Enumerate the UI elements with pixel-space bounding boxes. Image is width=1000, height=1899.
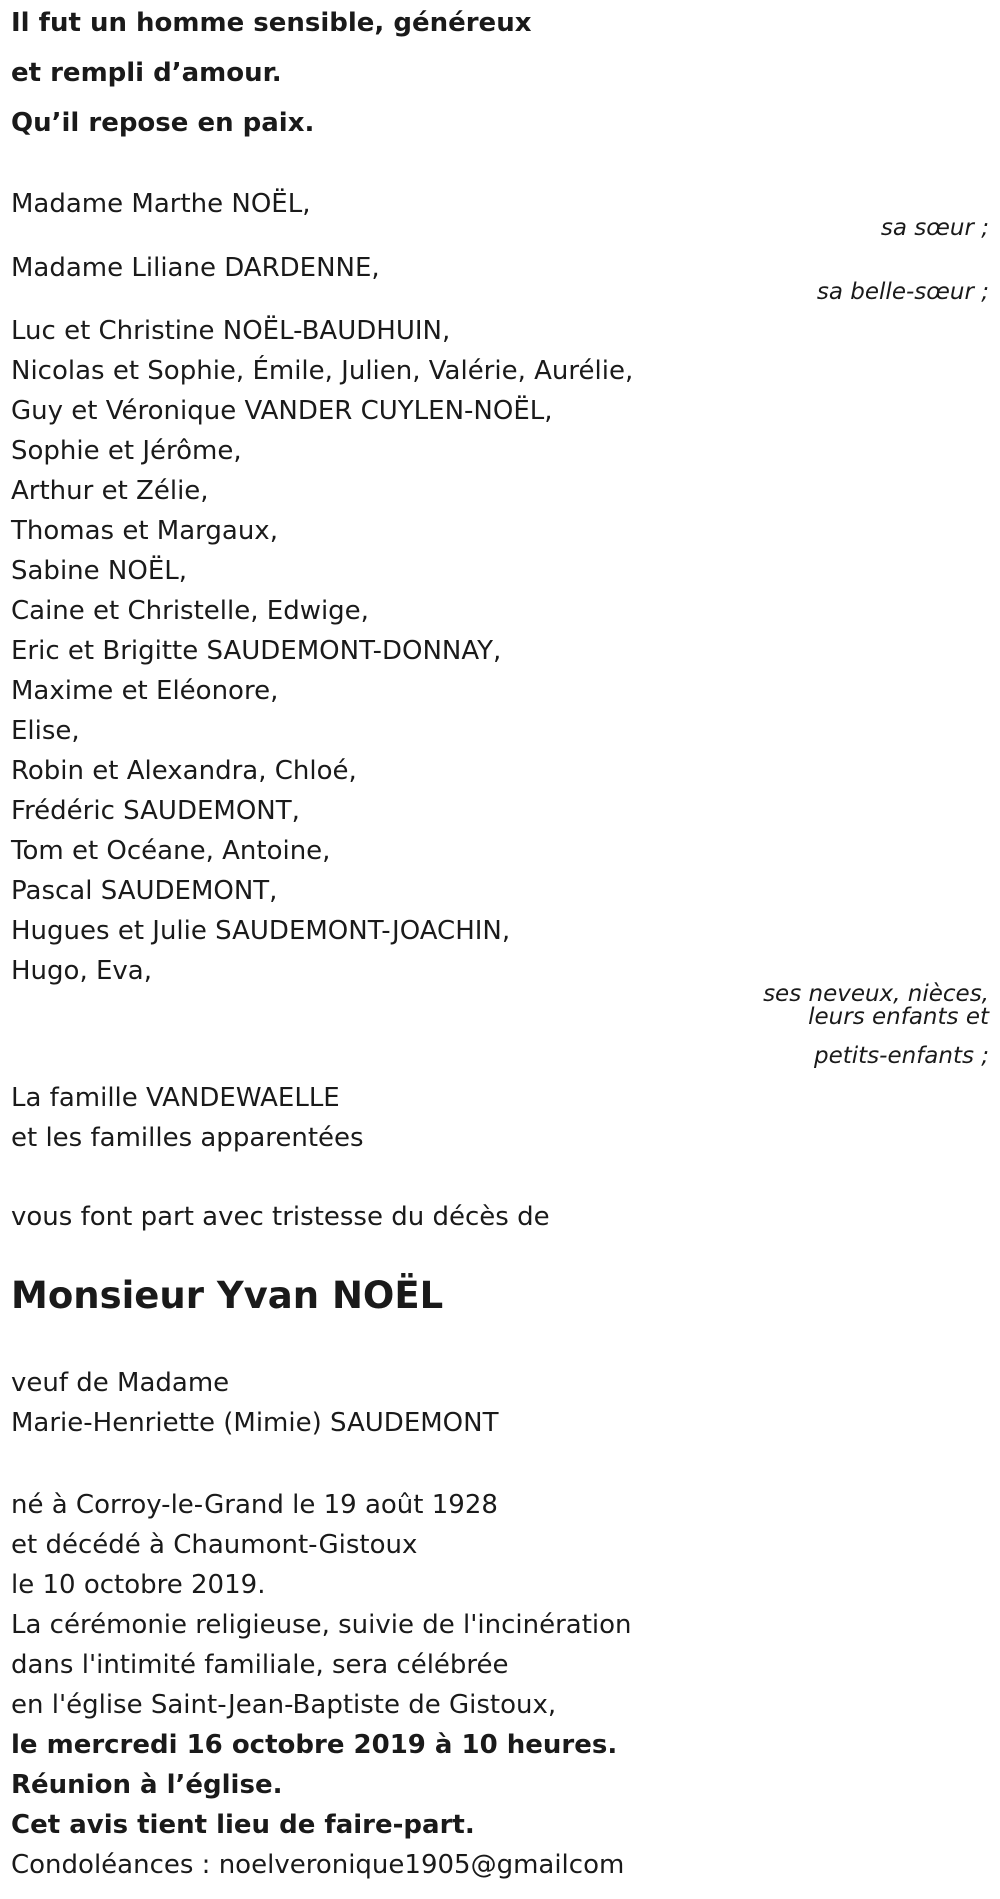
list-item: Cet avis tient lieu de faire-part. bbox=[11, 1810, 475, 1840]
list-item: Marie-Henriette (Mimie) SAUDEMONT bbox=[11, 1408, 499, 1438]
list-item: Caine et Christelle, Edwige, bbox=[11, 596, 369, 626]
list-item: en l'église Saint-Jean-Baptiste de Gistoux, bbox=[11, 1690, 557, 1720]
list-item: né à Corroy-le-Grand le 19 août 1928 bbox=[11, 1490, 498, 1520]
list-item: Eric et Brigitte SAUDEMONT-DONNAY, bbox=[11, 636, 502, 666]
intro-line-3: Qu’il repose en paix. bbox=[11, 108, 315, 138]
nephews-role-line-1: ses neveux, nièces, bbox=[763, 981, 989, 1007]
list-item: Réunion à l’église. bbox=[11, 1770, 283, 1800]
list-item: La famille VANDEWAELLE bbox=[11, 1083, 340, 1113]
list-item: et décédé à Chaumont-Gistoux bbox=[11, 1530, 418, 1560]
list-item: La cérémonie religieuse, suivie de l'incinération bbox=[11, 1610, 632, 1640]
list-item: Luc et Christine NOËL-BAUDHUIN, bbox=[11, 316, 451, 346]
intro-line-2: et rempli d’amour. bbox=[11, 58, 282, 88]
list-item: dans l'intimité familiale, sera célébrée bbox=[11, 1650, 509, 1680]
list-item: Pascal SAUDEMONT, bbox=[11, 876, 278, 906]
list-item: le mercredi 16 octobre 2019 à 10 heures. bbox=[11, 1730, 618, 1760]
announcement: vous font part avec tristesse du décès de bbox=[11, 1202, 550, 1232]
list-item: Guy et Véronique VANDER CUYLEN-NOËL, bbox=[11, 396, 553, 426]
condolences: Condoléances : noelveronique1905@gmailcom bbox=[11, 1850, 625, 1880]
list-item: Nicolas et Sophie, Émile, Julien, Valérie, Aurélie, bbox=[11, 356, 634, 386]
ceremony-details bbox=[11, 1485, 632, 1885]
nephews-role-line-2: leurs enfants et bbox=[808, 1004, 989, 1030]
list-item: Sophie et Jérôme, bbox=[11, 436, 242, 466]
nephews-role bbox=[763, 983, 989, 1068]
sister-in-law-name: Madame Liliane DARDENNE, bbox=[11, 253, 380, 283]
list-item: Hugo, Eva, bbox=[11, 956, 152, 986]
list-item: Frédéric SAUDEMONT, bbox=[11, 796, 300, 826]
deceased-name: Monsieur Yvan NOËL bbox=[11, 1274, 444, 1317]
list-item: Arthur et Zélie, bbox=[11, 476, 209, 506]
nephews-list bbox=[11, 311, 633, 991]
list-item: Maxime et Eléonore, bbox=[11, 676, 279, 706]
list-item: Elise, bbox=[11, 716, 80, 746]
widower-info bbox=[11, 1363, 498, 1443]
list-item: Tom et Océane, Antoine, bbox=[11, 836, 331, 866]
list-item: Thomas et Margaux, bbox=[11, 516, 278, 546]
list-item: Robin et Alexandra, Chloé, bbox=[11, 756, 357, 786]
nephews-role-line-3: petits-enfants ; bbox=[813, 1043, 989, 1069]
intro-line-1: Il fut un homme sensible, généreux bbox=[11, 8, 532, 38]
list-item: Sabine NOËL, bbox=[11, 556, 187, 586]
other-families bbox=[11, 1078, 364, 1158]
sister-name: Madame Marthe NOËL, bbox=[11, 189, 311, 219]
list-item: veuf de Madame bbox=[11, 1368, 230, 1398]
list-item: et les familles apparentées bbox=[11, 1123, 364, 1153]
list-item: Hugues et Julie SAUDEMONT-JOACHIN, bbox=[11, 916, 511, 946]
sister-in-law-role: sa belle-sœur ; bbox=[816, 279, 989, 305]
list-item: le 10 octobre 2019. bbox=[11, 1570, 266, 1600]
sister-role: sa sœur ; bbox=[880, 215, 989, 241]
